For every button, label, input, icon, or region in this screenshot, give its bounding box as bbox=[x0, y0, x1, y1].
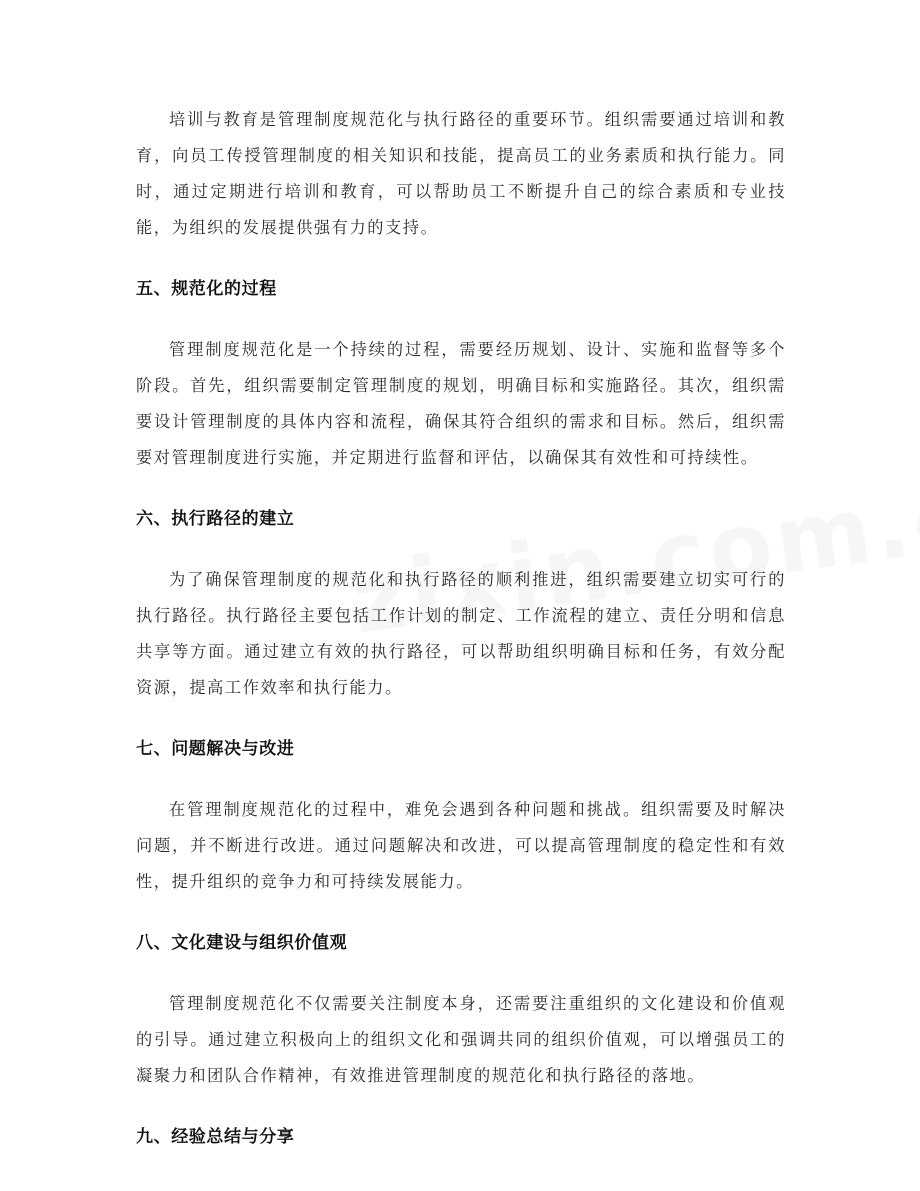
section-heading-8: 八、文化建设与组织价值观 bbox=[136, 933, 348, 953]
section-paragraph-7: 在管理制度规范化的过程中，难免会遇到各种问题和挑战。组织需要及时解决问题，并不断进行改进。通过问题解决和改进，可以提高管理制度的稳定性和有效性，提升组织的竞争力和可持续发展能力。 bbox=[136, 800, 786, 891]
section-heading-6: 六、执行路径的建立 bbox=[136, 509, 295, 529]
section-heading-5: 五、规范化的过程 bbox=[136, 279, 277, 299]
section-heading-9: 九、经验总结与分享 bbox=[136, 1127, 295, 1147]
document-page bbox=[136, 102, 786, 1150]
intro-paragraph: 培训与教育是管理制度规范化与执行路径的重要环节。组织需要通过培训和教育，向员工传授管理制度的相关知识和技能，提高员工的业务素质和执行能力。同时，通过定期进行培训和教育，可以帮助员工不断提升自己的综合素质和专业技能，为组织的发展提供强有力的支持。 bbox=[136, 110, 786, 237]
section-paragraph-8: 管理制度规范化不仅需要关注制度本身，还需要注重组织的文化建设和价值观的引导。通过建立积极向上的组织文化和强调共同的组织价值观，可以增强员工的凝聚力和团队合作精神，有效推进管理制度的规范化和执行路径的落地。 bbox=[136, 994, 786, 1085]
section-paragraph-5: 管理制度规范化是一个持续的过程，需要经历规划、设计、实施和监督等多个阶段。首先，组织需要制定管理制度的规划，明确目标和实施路径。其次，组织需要设计管理制度的具体内容和流程，确保其符合组织的需求和目标。然后，组织需要对管理制度进行实施，并定期进行监督和评估，以确保其有效性和可持续性。 bbox=[136, 340, 786, 467]
section-heading-7: 七、问题解决与改进 bbox=[136, 739, 295, 759]
section-paragraph-6: 为了确保管理制度的规范化和执行路径的顺利推进，组织需要建立切实可行的执行路径。执行路径主要包括工作计划的制定、工作流程的建立、责任分明和信息共享等方面。通过建立有效的执行路径，可以帮助组织明确目标和任务，有效分配资源，提高工作效率和执行能力。 bbox=[136, 570, 786, 697]
